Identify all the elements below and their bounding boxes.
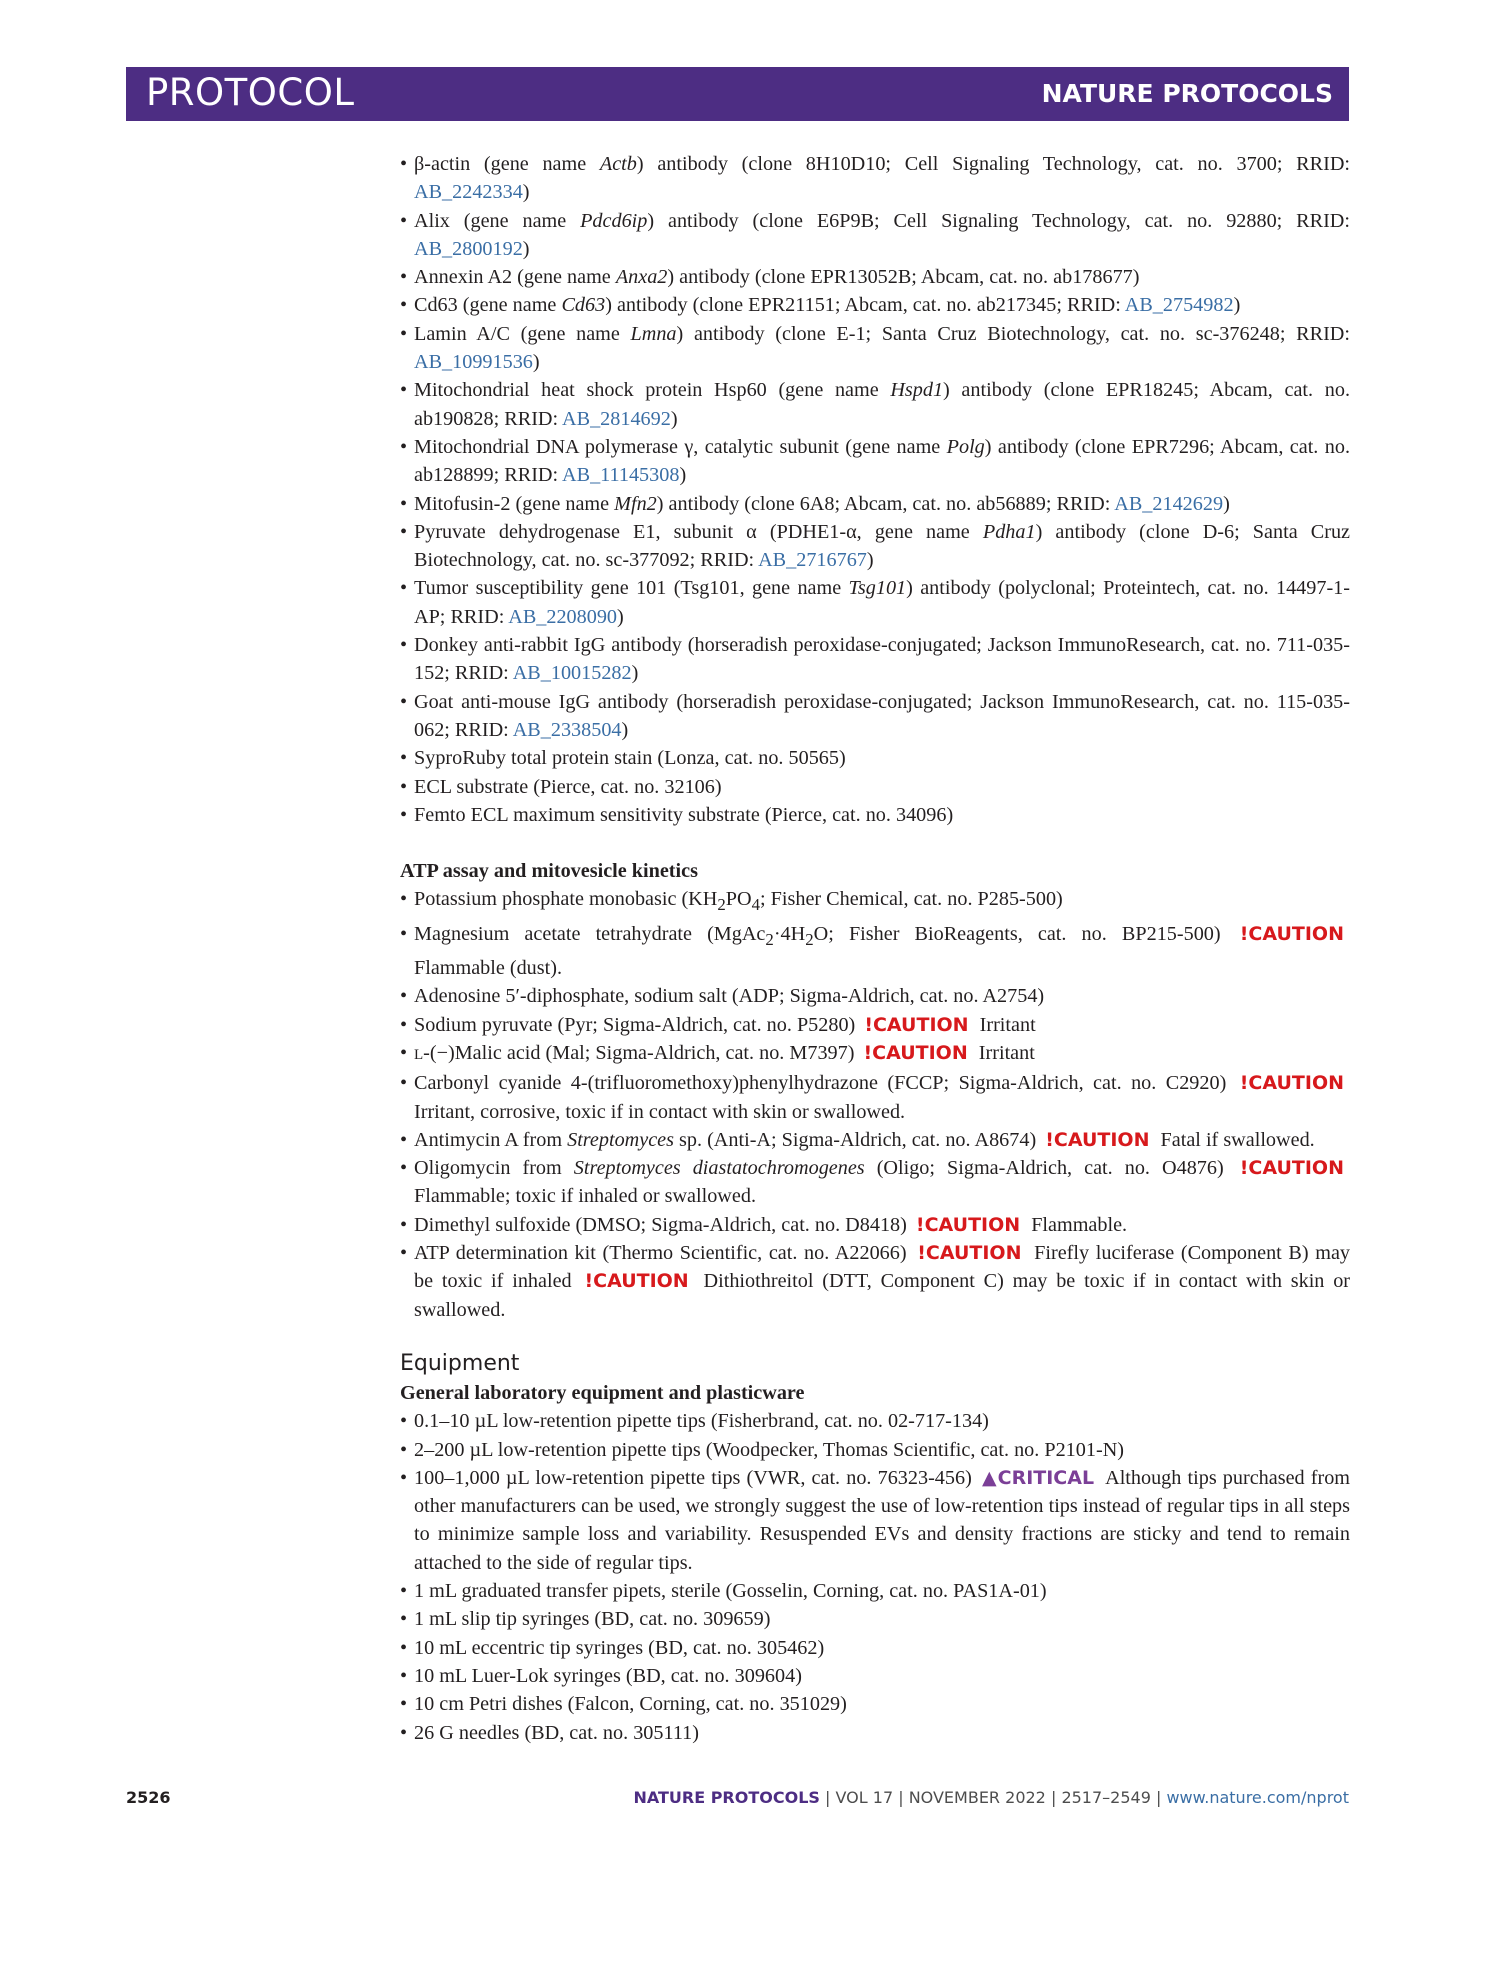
list-item: • β-actin (gene name Actb) antibody (clone 8H10D10; Cell Signaling Technology, cat. no. 3700; RRID: AB_2242334) [400,153,1351,204]
list-item: • Adenosine 5′-diphosphate, sodium salt (ADP; Sigma-Aldrich, cat. no. A2754) [400,985,1045,1008]
atp-list [400,885,1350,1324]
list-item: • ECL substrate (Pierce, cat. no. 32106) [400,775,722,798]
list-item: • 10 mL Luer-Lok syringes (BD, cat. no. 309604) [400,1664,802,1687]
list-item: • 100–1,000 µL low-retention pipette tips (VWR, cat. no. 76323-456) ▲CRITICAL Although tips purchased from other manufacturers can be used, we strongly suggest the use of low-retention tips instead of regular tips in all steps to minimize sample loss and variability. Resuspended EVs and density fractions are sticky and tend to remain attached to the side of regular tips. [400,1466,1351,1574]
section-label: PROTOCOL [146,71,355,114]
list-item: • 2–200 µL low-retention pipette tips (Woodpecker, Thomas Scientific, cat. no. P2101-N) [400,1438,1124,1461]
rrid-link[interactable]: AB_2814692 [562,407,671,430]
rrid-link[interactable]: AB_2142629 [1114,492,1224,515]
journal-label: NATURE PROTOCOLS [1041,79,1333,108]
caution-label: !CAUTION [1045,1128,1150,1151]
equipment-list [400,1407,1350,1747]
caution-label: !CAUTION [864,1013,969,1036]
list-item: • Antimycin A from Streptomyces sp. (Anti-A; Sigma-Aldrich, cat. no. A8674) !CAUTION Fatal if swallowed. [400,1128,1315,1151]
equipment-subheading: General laboratory equipment and plasticware [400,1381,805,1404]
caution-label: !CAUTION [584,1270,689,1293]
equipment-heading: Equipment [400,1350,520,1376]
caution-label: !CAUTION [1239,1072,1345,1095]
caution-label: !CAUTION [1239,922,1344,945]
list-item: • L-(−)Malic acid (Mal; Sigma-Aldrich, cat. no. M7397) !CAUTION Irritant [400,1041,1035,1064]
journal-url-link[interactable]: www.nature.com/nprot [1166,1788,1349,1807]
list-item: • Alix (gene name Pdcd6ip) antibody (clone E6P9B; Cell Signaling Technology, cat. no. 92880; RRID: AB_2800192) [400,209,1350,260]
list-item: • Cd63 (gene name Cd63) antibody (clone EPR21151; Abcam, cat. no. ab217345; RRID: AB_2754982) [400,294,1241,317]
rrid-link[interactable]: AB_2338504 [512,718,622,741]
list-item: • Annexin A2 (gene name Anxa2) antibody (clone EPR13052B; Abcam, cat. no. ab178677) [400,266,1140,289]
page-footer [126,1788,1349,1812]
list-item: • 10 mL eccentric tip syringes (BD, cat. no. 305462) [400,1636,825,1659]
list-item: • Mitofusin-2 (gene name Mfn2) antibody (clone 6A8; Abcam, cat. no. ab56889; RRID: AB_2142629) [400,492,1230,515]
list-item: • Potassium phosphate monobasic ($KH_2PO_4$; Fisher Chemical, cat. no. P285-500) [400,888,1063,915]
rrid-link[interactable]: AB_11145308 [562,464,680,487]
rrid-link[interactable]: AB_2242334 [414,181,523,204]
list-item: • Lamin A/C (gene name Lmna) antibody (clone E-1; Santa Cruz Biotechnology, cat. no. sc-376248; RRID: AB_10991536) [400,322,1350,374]
list-item: • ATP determination kit (Thermo Scientific, cat. no. A22066) !CAUTION Firefly luciferase (Component B) may be toxic if inhaled !CAUTION Dithiothreitol (DTT, Component C) may be toxic if in contact with skin or swallowed. [400,1242,1351,1321]
list-item: • Oligomycin from Streptomyces diastatochromogenes (Oligo; Sigma-Aldrich, cat. no. O4876) !CAUTION Flammable; toxic if inhaled or swallowed. [400,1157,1344,1208]
list-item: • Goat anti-mouse IgG antibody (horseradish peroxidase-conjugated; Jackson ImmunoResearch, cat. no. 115-035-062; RRID: AB_2338504) [400,690,1350,741]
page-header-bar [126,67,1349,121]
rrid-link[interactable]: AB_10015282 [512,662,632,685]
antibody-list [400,150,1350,829]
critical-label: ▲CRITICAL [981,1466,1095,1489]
rrid-link[interactable]: AB_10991536 [414,351,533,374]
list-item: • Tumor susceptibility gene 101 (Tsg101, gene name Tsg101) antibody (polyclonal; Proteintech, cat. no. 14497-1-AP; RRID: AB_2208090) [400,577,1351,628]
list-item: • 1 mL slip tip syringes (BD, cat. no. 309659) [400,1608,771,1631]
list-item: • Donkey anti-rabbit IgG antibody (horseradish peroxidase-conjugated; Jackson ImmunoResearch, cat. no. 711-035-152; RRID: AB_10015282) [400,634,1350,685]
rrid-link[interactable]: AB_2208090 [508,605,618,628]
list-item: • 26 G needles (BD, cat. no. 305111) [400,1721,699,1744]
list-item: • 1 mL graduated transfer pipets, sterile (Gosselin, Corning, cat. no. PAS1A-01) [400,1580,1047,1603]
caution-label: !CAUTION [863,1041,968,1064]
list-item: • Femto ECL maximum sensitivity substrate (Pierce, cat. no. 34096) [400,803,954,826]
list-item: • Dimethyl sulfoxide (DMSO; Sigma-Aldrich, cat. no. D8418) !CAUTION Flammable. [400,1213,1128,1236]
list-item: • SyproRuby total protein stain (Lonza, cat. no. 50565) [400,747,846,770]
list-item: • Carbonyl cyanide 4-(trifluoromethoxy)phenylhydrazone (FCCP; Sigma-Aldrich, cat. no. C2920) !CAUTION Irritant, corrosive, toxic if in contact with skin or swallowed. [400,1072,1345,1123]
list-item: • Sodium pyruvate (Pyr; Sigma-Aldrich, cat. no. P5280) !CAUTION Irritant [400,1013,1036,1036]
rrid-link[interactable]: AB_2800192 [414,237,523,260]
list-item: • 10 cm Petri dishes (Falcon, Corning, cat. no. 351029) [400,1693,847,1716]
list-item: • Pyruvate dehydrogenase E1, subunit α (PDHE1-α, gene name Pdha1) antibody (clone D-6; Santa Cruz Biotechnology, cat. no. sc-377092; RRID: AB_2716767) [400,520,1350,572]
caution-label: !CAUTION [917,1242,1022,1265]
rrid-link[interactable]: AB_2754982 [1124,294,1234,317]
caution-label: !CAUTION [915,1213,1021,1236]
page-number: 2526 [126,1788,171,1807]
rrid-link[interactable]: AB_2716767 [758,549,867,572]
list-item: • Mitochondrial heat shock protein Hsp60 (gene name Hspd1) antibody (clone EPR18245; Abcam, cat. no. ab190828; RRID: AB_2814692) [400,379,1350,430]
footer-citation: NATURE PROTOCOLS | VOL 17 | NOVEMBER 2022 | 2517–2549 | www.nature.com/nprot [633,1788,1349,1807]
main-content [400,150,1350,1747]
list-item: • Mitochondrial DNA polymerase γ, catalytic subunit (gene name Polg) antibody (clone EPR7296; Abcam, cat. no. ab128899; RRID: AB_11145308) [400,435,1350,487]
list-item: • Magnesium acetate tetrahydrate ($MgAc_2\cdot 4H_2O$; Fisher BioReagents, cat. no. BP215-500) !CAUTION Flammable (dust). [400,922,1344,980]
atp-heading: ATP assay and mitovesicle kinetics [400,860,698,883]
list-item: • 0.1–10 µL low-retention pipette tips (Fisherbrand, cat. no. 02-717-134) [400,1410,989,1433]
caution-label: !CAUTION [1239,1157,1344,1180]
